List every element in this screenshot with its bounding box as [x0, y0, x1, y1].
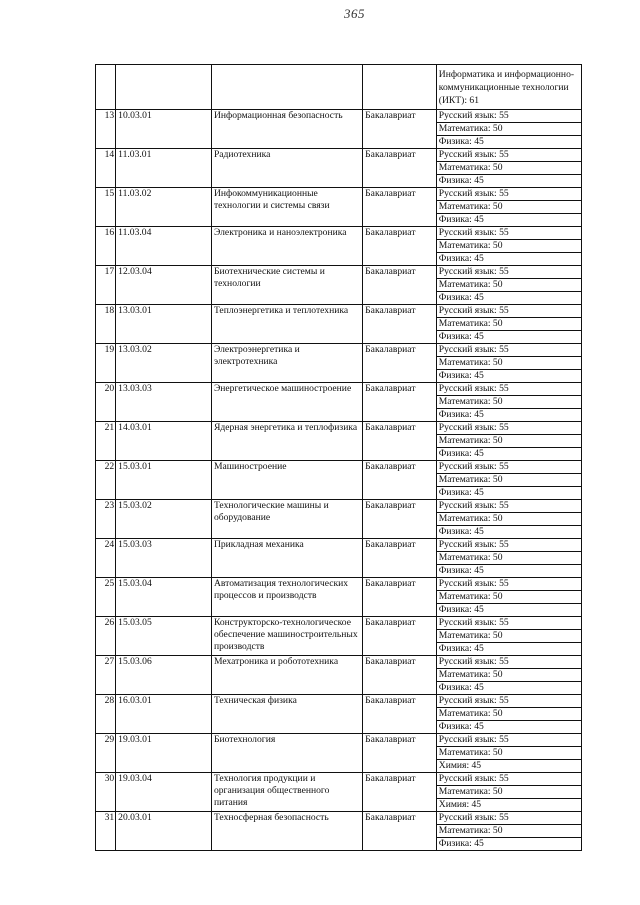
program-name-cell: Техносферная безопасность — [211, 812, 362, 851]
row-number-cell: 21 — [96, 422, 116, 461]
exam-requirement-cell: Математика: 50 — [436, 630, 581, 643]
row-number-cell: 25 — [96, 578, 116, 617]
table-row — [96, 227, 582, 240]
table-row — [96, 773, 582, 786]
education-level-cell: Бакалавриат — [363, 422, 437, 461]
program-code-cell: 15.03.03 — [116, 539, 212, 578]
exam-requirement-cell: Русский язык: 55 — [436, 539, 581, 552]
table-row — [96, 461, 582, 474]
exam-requirement-cell: Русский язык: 55 — [436, 149, 581, 162]
education-level-cell: Бакалавриат — [363, 695, 437, 734]
table-row — [96, 539, 582, 552]
program-name-cell: Ядерная энергетика и теплофизика — [211, 422, 362, 461]
table-row — [96, 656, 582, 669]
table-row — [96, 188, 582, 201]
exam-requirement-cell: Русский язык: 55 — [436, 695, 581, 708]
exam-requirement-cell: Физика: 45 — [436, 214, 581, 227]
education-level-cell: Бакалавриат — [363, 344, 437, 383]
row-number-cell: 30 — [96, 773, 116, 812]
exam-requirement-cell: Математика: 50 — [436, 318, 581, 331]
exam-requirement-cell: Физика: 45 — [436, 253, 581, 266]
program-name-cell: Электроника и наноэлектроника — [211, 227, 362, 266]
education-level-cell: Бакалавриат — [363, 149, 437, 188]
program-name-cell: Прикладная механика — [211, 539, 362, 578]
exam-requirement-cell: Химия: 45 — [436, 799, 581, 812]
exam-requirement-cell: Русский язык: 55 — [436, 617, 581, 630]
exam-requirement-cell: Математика: 50 — [436, 474, 581, 487]
row-number-cell — [96, 65, 116, 110]
program-code-cell — [116, 65, 212, 110]
row-number-cell: 29 — [96, 734, 116, 773]
table-row — [96, 617, 582, 630]
exam-requirement-cell: Математика: 50 — [436, 162, 581, 175]
exam-requirement-cell: Физика: 45 — [436, 409, 581, 422]
exam-requirement-cell: Физика: 45 — [436, 526, 581, 539]
program-code-cell: 14.03.01 — [116, 422, 212, 461]
exam-requirement-cell: Русский язык: 55 — [436, 578, 581, 591]
exam-requirement-cell: Физика: 45 — [436, 838, 581, 851]
exam-requirement-cell: Математика: 50 — [436, 240, 581, 253]
program-code-cell: 11.03.02 — [116, 188, 212, 227]
exam-requirement-cell: Русский язык: 55 — [436, 305, 581, 318]
program-name-cell: Машиностроение — [211, 461, 362, 500]
program-name-cell: Теплоэнергетика и теплотехника — [211, 305, 362, 344]
exam-requirement-cell: Математика: 50 — [436, 201, 581, 214]
exam-requirement-cell: Физика: 45 — [436, 370, 581, 383]
education-level-cell — [363, 65, 437, 110]
exam-requirement-cell: Математика: 50 — [436, 435, 581, 448]
row-number-cell: 13 — [96, 110, 116, 149]
education-level-cell: Бакалавриат — [363, 578, 437, 617]
program-name-cell: Мехатроника и робототехника — [211, 656, 362, 695]
exam-requirement-cell: Русский язык: 55 — [436, 188, 581, 201]
row-number-cell: 17 — [96, 266, 116, 305]
row-number-cell: 22 — [96, 461, 116, 500]
education-level-cell: Бакалавриат — [363, 227, 437, 266]
program-name-cell: Автоматизация технологических процессов и производств — [211, 578, 362, 617]
program-code-cell: 15.03.06 — [116, 656, 212, 695]
exam-requirement-cell: Физика: 45 — [436, 721, 581, 734]
row-number-cell: 24 — [96, 539, 116, 578]
program-code-cell: 15.03.02 — [116, 500, 212, 539]
row-number-cell: 19 — [96, 344, 116, 383]
exam-requirement-cell: Математика: 50 — [436, 513, 581, 526]
program-name-cell: Технологические машины и оборудование — [211, 500, 362, 539]
row-number-cell: 20 — [96, 383, 116, 422]
exam-requirement-cell: Математика: 50 — [436, 786, 581, 799]
program-name-cell: Технология продукции и организация общественного питания — [211, 773, 362, 812]
exam-requirement-cell: Физика: 45 — [436, 292, 581, 305]
program-code-cell: 11.03.04 — [116, 227, 212, 266]
program-name-cell: Радиотехника — [211, 149, 362, 188]
row-number-cell: 16 — [96, 227, 116, 266]
education-level-cell: Бакалавриат — [363, 266, 437, 305]
program-name-cell: Конструкторско-технологическое обеспечение машиностроительных производств — [211, 617, 362, 656]
exam-requirement-cell: Физика: 45 — [436, 136, 581, 149]
table-row — [96, 344, 582, 357]
exam-requirement-cell: Русский язык: 55 — [436, 227, 581, 240]
education-level-cell: Бакалавриат — [363, 188, 437, 227]
exam-requirement-cell: Физика: 45 — [436, 331, 581, 344]
table-row — [96, 266, 582, 279]
table-row — [96, 734, 582, 747]
row-number-cell: 31 — [96, 812, 116, 851]
exam-requirement-cell: Физика: 45 — [436, 643, 581, 656]
exam-requirement-cell: Русский язык: 55 — [436, 266, 581, 279]
table-row-continuation — [96, 65, 582, 110]
exam-requirement-cell: Русский язык: 55 — [436, 383, 581, 396]
table-row — [96, 305, 582, 318]
table-row — [96, 500, 582, 513]
exam-requirement-cell: Информатика и информационно-коммуникационные технологии (ИКТ): 61 — [436, 65, 581, 110]
exam-requirement-cell: Русский язык: 55 — [436, 500, 581, 513]
education-level-cell: Бакалавриат — [363, 500, 437, 539]
exam-requirement-cell: Химия: 45 — [436, 760, 581, 773]
exam-requirement-cell: Математика: 50 — [436, 396, 581, 409]
exam-requirement-cell: Физика: 45 — [436, 175, 581, 188]
exam-requirement-cell: Математика: 50 — [436, 708, 581, 721]
exam-requirement-cell: Русский язык: 55 — [436, 773, 581, 786]
education-level-cell: Бакалавриат — [363, 383, 437, 422]
program-code-cell: 20.03.01 — [116, 812, 212, 851]
row-number-cell: 28 — [96, 695, 116, 734]
program-code-cell: 19.03.04 — [116, 773, 212, 812]
exam-requirement-cell: Русский язык: 55 — [436, 461, 581, 474]
row-number-cell: 27 — [96, 656, 116, 695]
exam-requirement-cell: Русский язык: 55 — [436, 812, 581, 825]
row-number-cell: 14 — [96, 149, 116, 188]
row-number-cell: 15 — [96, 188, 116, 227]
exam-requirement-cell: Физика: 45 — [436, 604, 581, 617]
table-row — [96, 695, 582, 708]
table-row — [96, 383, 582, 396]
exam-requirement-cell: Математика: 50 — [436, 669, 581, 682]
exam-requirement-cell: Математика: 50 — [436, 825, 581, 838]
program-code-cell: 15.03.05 — [116, 617, 212, 656]
programs-table — [95, 64, 582, 851]
exam-requirement-cell: Физика: 45 — [436, 682, 581, 695]
education-level-cell: Бакалавриат — [363, 812, 437, 851]
program-name-cell: Техническая физика — [211, 695, 362, 734]
program-name-cell: Энергетическое машиностроение — [211, 383, 362, 422]
program-name-cell — [211, 65, 362, 110]
table-row — [96, 812, 582, 825]
table-row — [96, 149, 582, 162]
education-level-cell: Бакалавриат — [363, 617, 437, 656]
program-code-cell: 11.03.01 — [116, 149, 212, 188]
exam-requirement-cell: Русский язык: 55 — [436, 344, 581, 357]
education-level-cell: Бакалавриат — [363, 734, 437, 773]
program-name-cell: Биотехнические системы и технологии — [211, 266, 362, 305]
exam-requirement-cell: Физика: 45 — [436, 487, 581, 500]
program-name-cell: Информационная безопасность — [211, 110, 362, 149]
exam-requirement-cell: Русский язык: 55 — [436, 656, 581, 669]
program-code-cell: 13.03.03 — [116, 383, 212, 422]
program-code-cell: 19.03.01 — [116, 734, 212, 773]
exam-requirement-cell: Математика: 50 — [436, 747, 581, 760]
exam-requirement-cell: Математика: 50 — [436, 357, 581, 370]
program-code-cell: 16.03.01 — [116, 695, 212, 734]
education-level-cell: Бакалавриат — [363, 656, 437, 695]
education-level-cell: Бакалавриат — [363, 461, 437, 500]
row-number-cell: 26 — [96, 617, 116, 656]
page-number: 365 — [344, 6, 365, 21]
exam-requirement-cell: Физика: 45 — [436, 448, 581, 461]
exam-requirement-cell: Математика: 50 — [436, 279, 581, 292]
education-level-cell: Бакалавриат — [363, 305, 437, 344]
exam-requirement-cell: Русский язык: 55 — [436, 734, 581, 747]
program-name-cell: Электроэнергетика и электротехника — [211, 344, 362, 383]
exam-requirement-cell: Математика: 50 — [436, 591, 581, 604]
program-code-cell: 15.03.01 — [116, 461, 212, 500]
table-row — [96, 422, 582, 435]
program-code-cell: 15.03.04 — [116, 578, 212, 617]
program-code-cell: 12.03.04 — [116, 266, 212, 305]
exam-requirement-cell: Математика: 50 — [436, 552, 581, 565]
program-name-cell: Инфокоммуникационные технологии и системы связи — [211, 188, 362, 227]
exam-requirement-cell: Русский язык: 55 — [436, 110, 581, 123]
exam-requirement-cell: Математика: 50 — [436, 123, 581, 136]
program-code-cell: 10.03.01 — [116, 110, 212, 149]
row-number-cell: 18 — [96, 305, 116, 344]
programs-table-body — [96, 65, 582, 851]
program-name-cell: Биотехнология — [211, 734, 362, 773]
education-level-cell: Бакалавриат — [363, 773, 437, 812]
table-row — [96, 578, 582, 591]
table-row — [96, 110, 582, 123]
exam-requirement-cell: Русский язык: 55 — [436, 422, 581, 435]
program-code-cell: 13.03.02 — [116, 344, 212, 383]
education-level-cell: Бакалавриат — [363, 110, 437, 149]
program-code-cell: 13.03.01 — [116, 305, 212, 344]
row-number-cell: 23 — [96, 500, 116, 539]
exam-requirement-cell: Физика: 45 — [436, 565, 581, 578]
education-level-cell: Бакалавриат — [363, 539, 437, 578]
